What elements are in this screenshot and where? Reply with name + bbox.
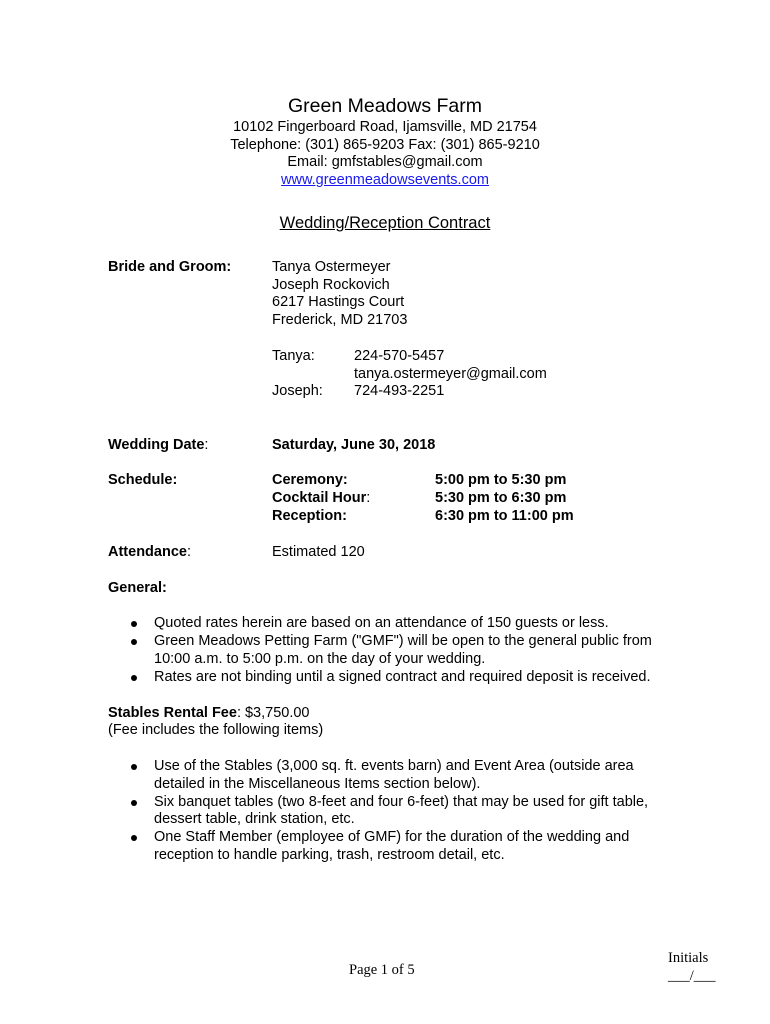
stables-bullet-2-line-2: dessert table, drink station, etc. <box>154 811 355 827</box>
schedule-event-cocktail-row <box>272 489 370 507</box>
stables-bullet-1-line-1: Use of the Stables (3,000 sq. ft. events barn) and Event Area (outside area <box>154 758 634 774</box>
contact-phone-joseph: 724-493-2251 <box>354 383 445 399</box>
farm-name: Green Meadows Farm <box>288 95 482 117</box>
contract-title: Wedding/Reception Contract <box>279 214 491 232</box>
couple-name-1: Tanya Ostermeyer <box>272 259 391 275</box>
stables-bullet-3-line-1: One Staff Member (employee of GMF) for the duration of the wedding and <box>154 829 630 845</box>
page-number: Page 1 of 5 <box>349 962 415 978</box>
bullet-icon <box>131 764 137 770</box>
schedule-event-reception: Reception: <box>272 508 347 524</box>
bullet-icon <box>131 621 137 627</box>
initials-line: ___/___ <box>668 968 716 984</box>
bullet-icon <box>131 639 137 645</box>
general-bullet-3: Rates are not binding until a signed contract and required deposit is received. <box>154 669 651 685</box>
attendance-value: Estimated 120 <box>272 544 365 560</box>
general-bullet-2-line-1: Green Meadows Petting Farm ("GMF") will be open to the general public from <box>154 633 652 649</box>
schedule-event-cocktail: Cocktail Hour <box>272 490 367 506</box>
wedding-date-label: Wedding Date <box>108 437 205 453</box>
contact-name-joseph: Joseph: <box>272 383 323 399</box>
schedule-label: Schedule: <box>108 472 178 488</box>
contract-title-row <box>0 213 770 233</box>
stables-fee-row <box>108 704 310 722</box>
schedule-time-ceremony: 5:00 pm to 5:30 pm <box>435 472 567 488</box>
website-link[interactable]: www.greenmeadowsevents.com <box>281 172 489 188</box>
contact-email-tanya: tanya.ostermeyer@gmail.com <box>354 366 547 382</box>
wedding-date-value: Saturday, June 30, 2018 <box>272 437 436 453</box>
schedule-time-cocktail: 5:30 pm to 6:30 pm <box>435 490 567 506</box>
attendance-label: Attendance <box>108 544 187 560</box>
stables-bullet-2-line-1: Six banquet tables (two 8-feet and four 6-feet) that may be used for gift table, <box>154 794 649 810</box>
attendance-colon: : <box>186 544 191 560</box>
stables-bullet-1-line-2: detailed in the Miscellaneous Items section below). <box>154 776 481 792</box>
bride-groom-label: Bride and Groom: <box>108 259 232 275</box>
farm-address: 10102 Fingerboard Road, Ijamsville, MD 21754 <box>233 119 537 135</box>
schedule-event-ceremony: Ceremony: <box>272 472 348 488</box>
stables-fee-note: (Fee includes the following items) <box>108 722 324 738</box>
couple-city: Frederick, MD 21703 <box>272 312 408 328</box>
general-bullet-1: Quoted rates herein are based on an attendance of 150 guests or less. <box>154 615 609 631</box>
schedule-event-cocktail-colon: : <box>366 490 371 506</box>
farm-email: Email: gmfstables@gmail.com <box>287 154 483 170</box>
wedding-date-colon: : <box>204 437 209 453</box>
bullet-icon <box>131 835 137 841</box>
website-link-row <box>0 171 770 189</box>
couple-street: 6217 Hastings Court <box>272 294 405 310</box>
contact-phone-tanya: 224-570-5457 <box>354 348 445 364</box>
bullet-icon <box>131 675 137 681</box>
couple-name-2: Joseph Rockovich <box>272 277 390 293</box>
stables-bullet-3-line-2: reception to handle parking, trash, restroom detail, etc. <box>154 847 505 863</box>
contact-name-tanya: Tanya: <box>272 348 315 364</box>
farm-phones: Telephone: (301) 865-9203 Fax: (301) 865-9210 <box>230 137 540 153</box>
general-heading: General: <box>108 580 167 596</box>
attendance-label-row <box>108 543 191 561</box>
wedding-date-label-row <box>108 436 208 454</box>
general-bullet-2-line-2: 10:00 a.m. to 5:00 p.m. on the day of your wedding. <box>154 651 486 667</box>
bullet-icon <box>131 800 137 806</box>
initials-label: Initials <box>668 950 709 966</box>
schedule-time-reception: 6:30 pm to 11:00 pm <box>435 508 574 524</box>
stables-fee-label: Stables Rental Fee <box>108 705 237 721</box>
stables-fee-value: : $3,750.00 <box>236 705 310 721</box>
